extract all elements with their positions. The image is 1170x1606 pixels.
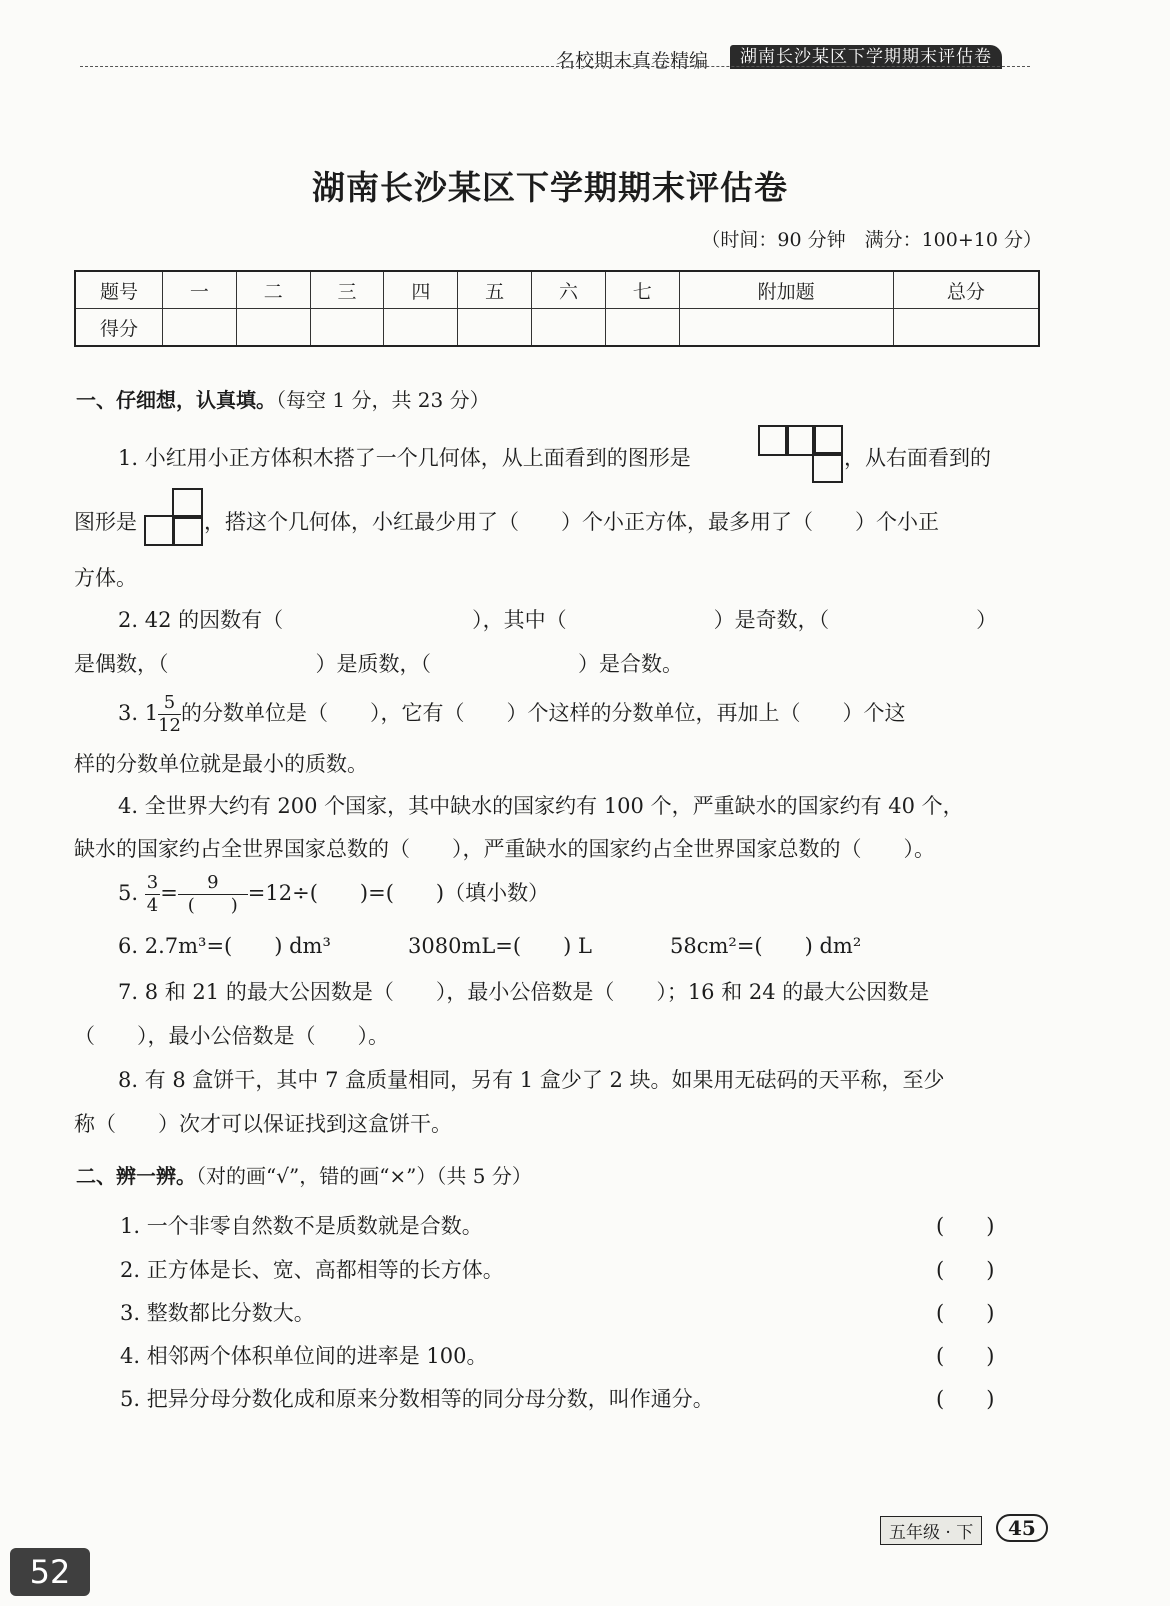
q7-line1: 7. 8 和 21 的最大公因数是（ ），最小公倍数是（ ）；16 和 24 的最大公因数是 (118, 980, 930, 1004)
score-table (74, 270, 1040, 347)
q1-line2-d: ，搭这个几何体，小红最少用了（ ）个小正方体，最多用了（ ）个小正 (204, 510, 939, 534)
top-view-figure (758, 425, 844, 483)
q3-rest: 的分数单位是（ ），它有（ ）个这样的分数单位，再加上（ ）个这 (180, 701, 906, 725)
score-blank[interactable] (893, 309, 1039, 347)
q1-line1-b: ，从右面看到的 (844, 446, 991, 470)
score-cell: 附加题 (679, 271, 893, 309)
score-table-header-row (75, 271, 1039, 309)
score-cell: 六 (532, 271, 606, 309)
q4-line1: 4. 全世界大约有 200 个国家，其中缺水的国家约有 100 个，严重缺水的国家约有 40 个， (118, 794, 964, 818)
q6-part-c: 58cm²=( ) dm² (670, 934, 862, 958)
q5-fraction-1-numerator: 3 (146, 872, 159, 893)
q1-line1-a: 1. 小红用小正方体积木搭了一个几何体，从上面看到的图形是 (118, 446, 691, 470)
score-blank[interactable] (310, 309, 384, 347)
q5-fraction-1 (145, 874, 160, 915)
score-cell: 一 (163, 271, 237, 309)
score-cell: 三 (310, 271, 384, 309)
q5-line (118, 874, 549, 915)
score-cell: 二 (236, 271, 310, 309)
score-cell: 四 (384, 271, 458, 309)
header-divider (80, 66, 1030, 67)
score-cell: 五 (458, 271, 532, 309)
q5-fraction-2 (178, 874, 248, 915)
q5-fraction-1-denominator: 4 (146, 895, 159, 916)
score-blank[interactable] (458, 309, 532, 347)
section-2-points: （对的画“√”，错的画“×”）（共 5 分） (196, 1164, 532, 1188)
score-blank[interactable] (384, 309, 458, 347)
q3-line2: 样的分数单位就是最小的质数。 (74, 752, 368, 776)
score-cell: 总分 (893, 271, 1039, 309)
q5-fraction-2-numerator: 9 (178, 874, 248, 895)
q3-prefix: 3. 1 (118, 701, 159, 725)
q3-fraction-denominator: 12 (158, 715, 181, 736)
q2-line1: 2. 42 的因数有（ ），其中（ ）是奇数，（ ） (118, 608, 998, 632)
section-2-heading (76, 1160, 532, 1189)
q1-line3-e: 方体。 (74, 566, 137, 590)
running-header-paper-tag: 湖南长沙某区下学期期末评估卷 (730, 45, 1002, 69)
page-number: 45 (996, 1514, 1048, 1542)
score-blank[interactable] (532, 309, 606, 347)
grade-badge: 五年级 · 下 (880, 1516, 982, 1545)
running-header-series: 名校期末真卷精编 (556, 50, 709, 72)
score-table-score-row (75, 309, 1039, 347)
q7-line2: （ ），最小公倍数是（ ）。 (74, 1024, 389, 1048)
section-1-title: 一、仔细想，认真填。 (76, 388, 276, 412)
q4-line2: 缺水的国家约占全世界国家总数的（ ），严重缺水的国家约占全世界国家总数的（ ）。 (74, 837, 935, 861)
score-cell: 题号 (75, 271, 163, 309)
q3-fraction (158, 694, 181, 735)
judge-answer-1[interactable]: ( ) (936, 1214, 995, 1238)
q6-part-b: 3080mL=( ) L (408, 934, 592, 958)
q8-line1: 8. 有 8 盒饼干，其中 7 盒质量相同，另有 1 盒少了 2 块。如果用无砝码的天平称，至少 (118, 1068, 945, 1092)
q5-prefix: 5. (118, 881, 139, 905)
judge-item-5: 5. 把异分母分数化成和原来分数相等的同分母分数，叫作通分。 (120, 1387, 714, 1411)
judge-answer-2[interactable]: ( ) (936, 1258, 995, 1282)
score-blank[interactable] (679, 309, 893, 347)
q3-fraction-numerator: 5 (158, 694, 181, 715)
judge-answer-3[interactable]: ( ) (936, 1301, 995, 1325)
score-blank[interactable] (236, 309, 310, 347)
judge-item-2: 2. 正方体是长、宽、高都相等的长方体。 (120, 1258, 504, 1282)
judge-answer-4[interactable]: ( ) (936, 1344, 995, 1368)
judge-item-3: 3. 整数都比分数大。 (120, 1301, 315, 1325)
q5-rest: =12÷( )=( )（填小数） (247, 881, 550, 905)
corner-page-badge: 52 (10, 1548, 90, 1596)
q6-part-a: 6. 2.7m³=( ) dm³ (118, 934, 331, 958)
q8-line2: 称（ ）次才可以保证找到这盒饼干。 (74, 1112, 452, 1136)
page-title: 湖南长沙某区下学期期末评估卷 (312, 168, 788, 207)
score-cell: 七 (605, 271, 679, 309)
section-1-points: （每空 1 分，共 23 分） (276, 388, 490, 412)
score-blank[interactable] (163, 309, 237, 347)
score-blank[interactable] (605, 309, 679, 347)
q2-line2: 是偶数，（ ）是质数，（ ）是合数。 (74, 652, 683, 676)
right-view-figure (144, 488, 204, 548)
section-1-heading (76, 384, 490, 413)
q5-fraction-2-denominator: ( ) (187, 895, 238, 916)
section-2-title: 二、辨一辨。 (76, 1164, 196, 1188)
q3-line1 (118, 694, 905, 735)
judge-item-4: 4. 相邻两个体积单位间的进率是 100。 (120, 1344, 488, 1368)
q5-equals: = (160, 881, 178, 905)
exam-meta: （时间：90 分钟 满分：100+10 分） (701, 229, 1042, 251)
judge-answer-5[interactable]: ( ) (936, 1387, 995, 1411)
q1-line2-c: 图形是 (74, 510, 137, 534)
score-row-label: 得分 (75, 309, 163, 347)
judge-item-1: 1. 一个非零自然数不是质数就是合数。 (120, 1214, 483, 1238)
